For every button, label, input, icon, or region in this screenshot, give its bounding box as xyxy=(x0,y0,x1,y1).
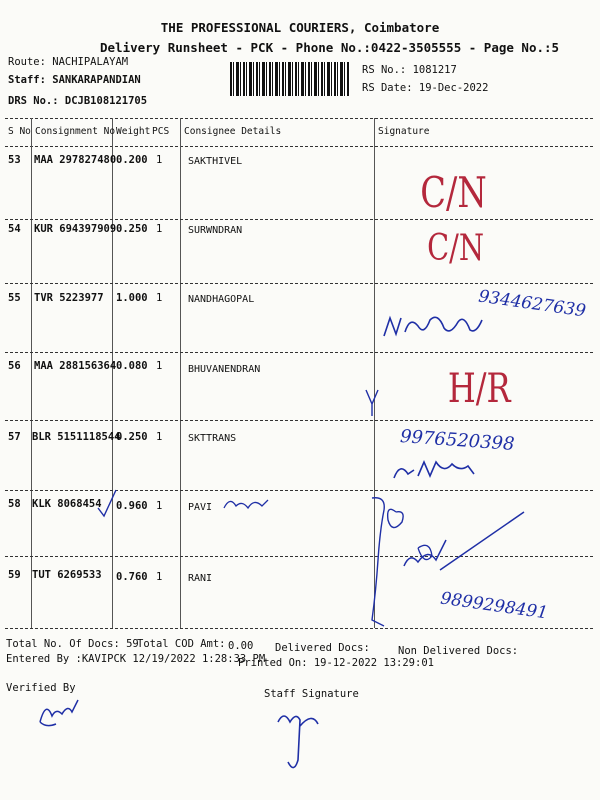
row-weight: 0.250 xyxy=(116,431,148,443)
signature-stroke xyxy=(404,512,524,570)
check-mark xyxy=(98,490,116,516)
total-cod-amount: 0.00 xyxy=(228,640,254,652)
signature-scribble xyxy=(224,500,268,508)
signature-scribble xyxy=(394,462,474,478)
drs-number: DRS No.: DCJB108121705 xyxy=(8,95,148,107)
handwritten-cn: C/N xyxy=(420,168,487,217)
total-cod-label: Total COD Amt: xyxy=(137,638,226,650)
col-header-weight: Weight xyxy=(116,126,151,137)
handwritten-phone: 9344627639 xyxy=(477,286,588,322)
rs-date: RS Date: 19-Dec-2022 xyxy=(362,82,489,94)
bracket-stroke xyxy=(372,498,384,626)
row-sno: 58 xyxy=(8,498,21,510)
row-weight: 0.250 xyxy=(116,223,148,235)
row-consignee: BHUVANENDRAN xyxy=(188,364,261,375)
signature-loop xyxy=(418,545,432,559)
staff-label: Staff: SANKARAPANDIAN xyxy=(8,74,141,86)
row-sno: 55 xyxy=(8,292,21,304)
row-pcs: 1 xyxy=(156,154,163,166)
signature-scribble xyxy=(384,317,482,336)
route-label: Route: NACHIPALAYAM xyxy=(8,56,129,68)
col-header-consignee: Consignee Details xyxy=(184,126,282,137)
handwritten-hr: H/R xyxy=(447,366,511,412)
row-weight: 0.960 xyxy=(116,500,148,512)
row-pcs: 1 xyxy=(156,571,163,583)
row-consignment: MAA 288156364 xyxy=(34,360,117,372)
row-consignment: KLK 8068454 xyxy=(32,498,102,510)
document-title: THE PROFESSIONAL COURIERS, Coimbatore xyxy=(160,20,440,35)
staff-signature-mark xyxy=(278,716,318,768)
staff-signature-label: Staff Signature xyxy=(264,688,359,700)
document-subtitle: Delivery Runsheet - PCK - Phone No.:0422-3505555 - Page No.:5 xyxy=(100,40,560,55)
row-sno: 57 xyxy=(8,431,21,443)
tick-mark xyxy=(366,390,378,416)
row-consignment: TVR 5223977 xyxy=(34,292,104,304)
col-header-signature: Signature xyxy=(378,126,430,137)
handwritten-cn: C/N xyxy=(427,228,485,269)
row-sno: 59 xyxy=(8,569,21,581)
rs-number: RS No.: 1081217 xyxy=(362,64,457,76)
signature-loop xyxy=(388,509,403,527)
col-header-sno: S No xyxy=(8,126,31,137)
total-docs: Total No. Of Docs: 59 xyxy=(6,638,139,650)
row-weight: 1.000 xyxy=(116,292,148,304)
row-consignee: SKTTRANS xyxy=(188,433,237,444)
non-delivered-docs: Non Delivered Docs: xyxy=(398,645,519,657)
handwritten-phone: 9976520398 xyxy=(399,426,516,455)
col-header-consignment: Consignment No xyxy=(35,126,116,137)
row-consignee: SURWNDRAN xyxy=(188,225,243,236)
col-header-pcs: PCS xyxy=(152,126,170,137)
row-pcs: 1 xyxy=(156,292,163,304)
verified-signature xyxy=(40,700,78,726)
row-consignee: RANI xyxy=(188,573,213,584)
row-consignment: MAA 297827480 xyxy=(34,154,117,166)
row-consignee: NANDHAGOPAL xyxy=(188,294,255,305)
row-pcs: 1 xyxy=(156,360,163,372)
entered-by: Entered By :KAVIPCK 12/19/2022 1:28:33 PM xyxy=(6,653,266,665)
row-consignment: BLR 5151118544 xyxy=(32,431,121,443)
printed-on: Printed On: 19-12-2022 13:29:01 xyxy=(238,657,434,669)
row-sno: 53 xyxy=(8,154,21,166)
row-pcs: 1 xyxy=(156,500,163,512)
row-sno: 56 xyxy=(8,360,21,372)
row-sno: 54 xyxy=(8,223,21,235)
row-weight: 0.200 xyxy=(116,154,148,166)
verified-by-label: Verified By xyxy=(6,682,76,694)
delivered-docs: Delivered Docs: xyxy=(275,642,370,654)
row-consignment: KUR 694397909 xyxy=(34,223,117,235)
row-consignee: SAKTHIVEL xyxy=(188,156,243,167)
row-weight: 0.760 xyxy=(116,571,148,583)
handwritten-phone: 9899298491 xyxy=(439,588,550,624)
row-consignee: PAVI xyxy=(188,502,213,513)
row-pcs: 1 xyxy=(156,431,163,443)
row-pcs: 1 xyxy=(156,223,163,235)
row-weight: 0.080 xyxy=(116,360,148,372)
row-consignment: TUT 6269533 xyxy=(32,569,102,581)
